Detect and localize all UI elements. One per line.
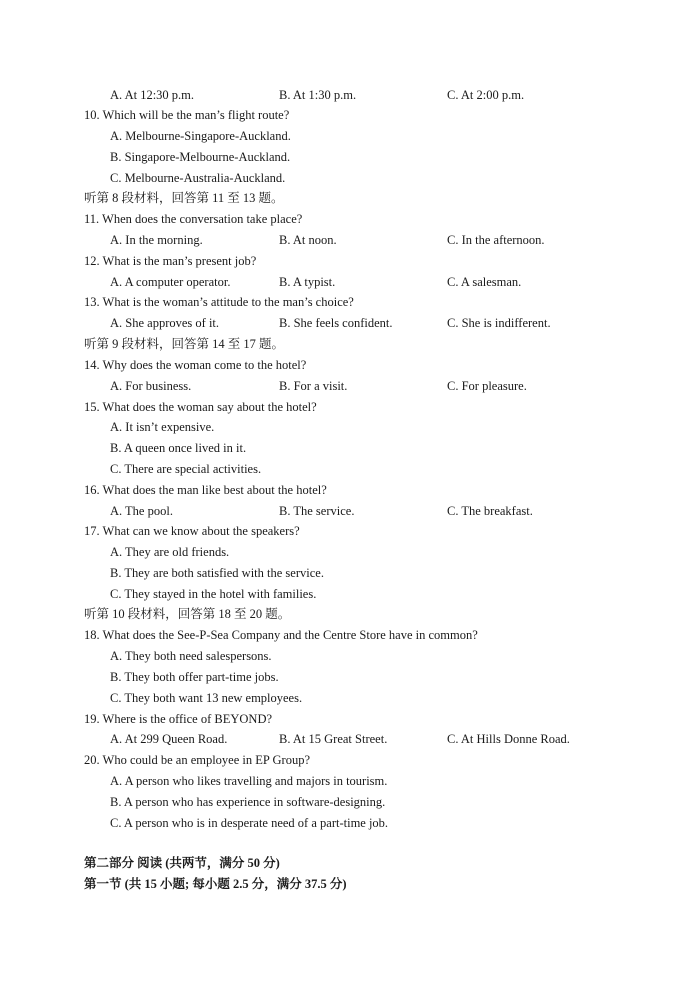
q16-question: 16. What does the man like best about the hotel? — [84, 483, 327, 497]
q17-question: 17. What can we know about the speakers? — [84, 524, 300, 538]
q15-option-b: B. A queen once lived in it. — [110, 441, 247, 455]
q16-option-c: C. The breakfast. — [447, 504, 533, 518]
q10-option-a: A. Melbourne-Singapore-Auckland. — [110, 129, 291, 143]
q9-option-a: A. At 12:30 p.m. — [110, 88, 195, 102]
q13-question: 13. What is the woman’s attitude to the man’s choice? — [84, 295, 354, 309]
q13-option-c: C. She is indifferent. — [447, 316, 551, 330]
q9-option-c: C. At 2:00 p.m. — [447, 88, 525, 102]
q14-question: 14. Why does the woman come to the hotel? — [84, 358, 307, 372]
q19-question: 19. Where is the office of BEYOND? — [84, 712, 273, 726]
q10-option-c: C. Melbourne-Australia-Auckland. — [110, 171, 286, 185]
section-9-heading: 听第 9 段材料，回答第 14 至 17 题。 — [84, 337, 285, 351]
q13-option-a: A. She approves of it. — [110, 316, 220, 330]
q11-option-c: C. In the afternoon. — [447, 233, 545, 247]
q20-option-c: C. A person who is in desperate need of a part-time job. — [110, 816, 389, 830]
q17-option-a: A. They are old friends. — [110, 545, 230, 559]
q15-option-a: A. It isn’t expensive. — [110, 420, 215, 434]
q13-option-b: B. She feels confident. — [279, 316, 393, 330]
q18-option-b: B. They both offer part-time jobs. — [110, 670, 279, 684]
q17-option-b: B. They are both satisfied with the service. — [110, 566, 324, 580]
q11-option-a: A. In the morning. — [110, 233, 203, 247]
q12-option-c: C. A salesman. — [447, 275, 522, 289]
q14-option-a: A. For business. — [110, 379, 192, 393]
q15-question: 15. What does the woman say about the hotel? — [84, 400, 317, 414]
q16-option-b: B. The service. — [279, 504, 355, 518]
q18-option-c: C. They both want 13 new employees. — [110, 691, 303, 705]
q10-question: 10. Which will be the man’s flight route? — [84, 108, 290, 122]
q15-option-c: C. There are special activities. — [110, 462, 262, 476]
q12-question: 12. What is the man’s present job? — [84, 254, 257, 268]
section-8-heading: 听第 8 段材料，回答第 11 至 13 题。 — [84, 191, 284, 205]
part-2-section-1-title: 第一节 (共 15 小题; 每小题 2.5 分，满分 37.5 分) — [84, 877, 347, 891]
q14-option-b: B. For a visit. — [279, 379, 348, 393]
q18-question: 18. What does the See-P-Sea Company and the Centre Store have in common? — [84, 628, 478, 642]
q19-option-b: B. At 15 Great Street. — [279, 732, 388, 746]
q9-option-b: B. At 1:30 p.m. — [279, 88, 357, 102]
q11-option-b: B. At noon. — [279, 233, 337, 247]
q20-option-a: A. A person who likes travelling and majors in tourism. — [110, 774, 388, 788]
q20-option-b: B. A person who has experience in software-designing. — [110, 795, 386, 809]
part-2-title: 第二部分 阅读 (共两节，满分 50 分) — [84, 856, 280, 870]
q19-option-a: A. At 299 Queen Road. — [110, 732, 228, 746]
q10-option-b: B. Singapore-Melbourne-Auckland. — [110, 150, 291, 164]
q18-option-a: A. They both need salespersons. — [110, 649, 272, 663]
q19-option-c: C. At Hills Donne Road. — [447, 732, 570, 746]
q12-option-a: A. A computer operator. — [110, 275, 231, 289]
q20-question: 20. Who could be an employee in EP Group? — [84, 753, 310, 767]
q11-question: 11. When does the conversation take place? — [84, 212, 303, 226]
q17-option-c: C. They stayed in the hotel with families. — [110, 587, 317, 601]
q16-option-a: A. The pool. — [110, 504, 173, 518]
q12-option-b: B. A typist. — [279, 275, 336, 289]
section-10-heading: 听第 10 段材料，回答第 18 至 20 题。 — [84, 607, 291, 621]
q14-option-c: C. For pleasure. — [447, 379, 527, 393]
